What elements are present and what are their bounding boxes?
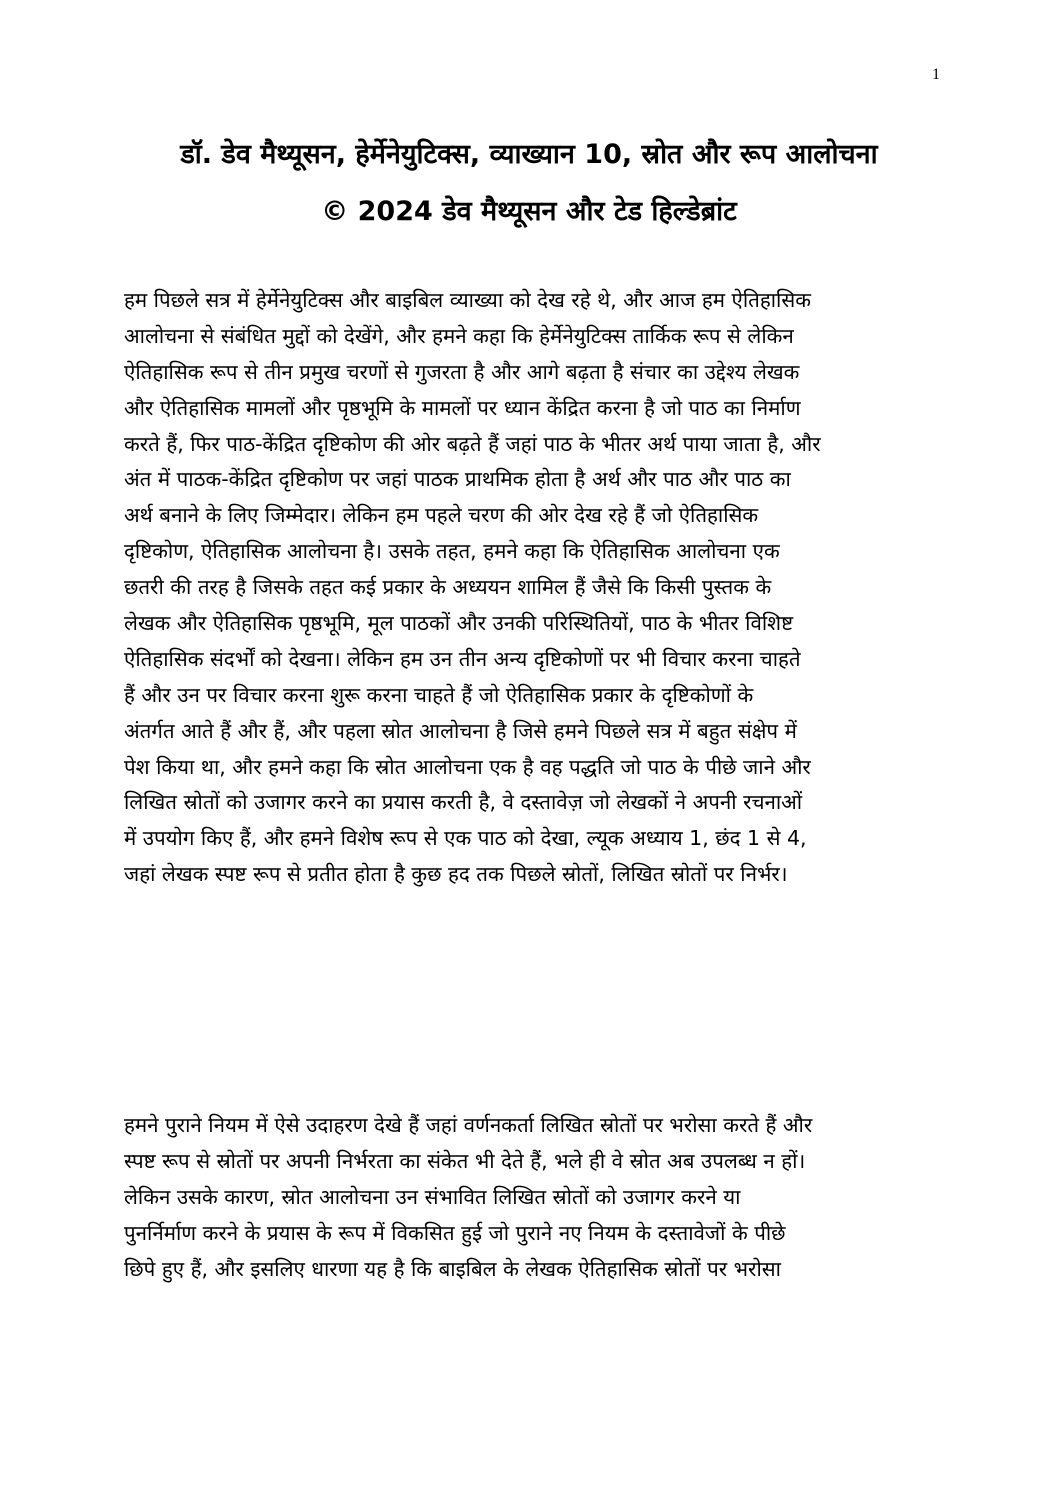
text-line: छिपे हुए हैं, और इसलिए धारणा यह है कि बाइबिल के लेखक ऐतिहासिक स्रोतों पर भरोसा xyxy=(124,1256,781,1281)
paragraph xyxy=(124,283,944,893)
text-line: जहां लेखक स्पष्ट रूप से प्रतीत होता है कुछ हद तक पिछले स्रोतों, लिखित स्रोतों पर निर्भर। xyxy=(124,862,788,887)
text-line: हमने पुराने नियम में ऐसे उदाहरण देखे हैं जहां वर्णनकर्ता लिखित स्रोतों पर भरोसा करते हैं और xyxy=(124,1113,813,1137)
paragraph xyxy=(124,1108,944,1287)
text-line: पुनर्निर्माण करने के प्रयास के रूप में विकसित हुई जो पुराने नए नियम के दस्तावेजों के पीछे xyxy=(124,1220,786,1245)
text-line: में उपयोग किए हैं, और हमने विशेष रूप से एक पाठ को देखा, ल्यूक अध्याय 1, छंद 1 से 4, xyxy=(124,826,807,851)
title-line: डॉ. डेव मैथ्यूसन, हेर्मेनेयुटिक्स, व्याख्यान 10, स्रोत और रूप आलोचना xyxy=(180,139,878,170)
text-line: लेकिन उसके कारण, स्रोत आलोचना उन संभावित लिखित स्रोतों को उजागर करने या xyxy=(124,1184,741,1209)
text-line: दृष्टिकोण, ऐतिहासिक आलोचना है। उसके तहत, हमने कहा कि ऐतिहासिक आलोचना एक xyxy=(124,539,780,564)
text-line: छतरी की तरह है जिसके तहत कई प्रकार के अध्ययन शामिल हैं जैसे कि किसी पुस्तक के xyxy=(124,575,772,600)
text-line: लेखक और ऐतिहासिक पृष्ठभूमि, मूल पाठकों और उनकी परिस्थितियों, पाठ के भीतर विशिष्ट xyxy=(124,611,794,636)
document-title xyxy=(100,126,958,240)
text-line: ऐतिहासिक संदर्भों को देखना। लेकिन हम उन तीन अन्य दृष्टिकोणों पर भी विचार करना चाहते xyxy=(124,646,801,671)
text-line: अंतर्गत आते हैं और हैं, और पहला स्रोत आलोचना है जिसे हमने पिछले सत्र में बहुत संक्षेप में xyxy=(124,718,797,743)
text-line: हम पिछले सत्र में हेर्मेनेयुटिक्स और बाइबिल व्याख्या को देख रहे थे, और आज हम ऐतिहासिक xyxy=(124,288,811,312)
text-line: हैं और उन पर विचार करना शुरू करना चाहते हैं जो ऐतिहासिक प्रकार के दृष्टिकोणों के xyxy=(124,682,754,707)
page-number: 1 xyxy=(932,66,940,83)
text-line: स्पष्ट रूप से स्रोतों पर अपनी निर्भरता का संकेत भी देते हैं, भले ही वे स्रोत अब उपलब्ध न हों। xyxy=(124,1148,806,1173)
text-line: ऐतिहासिक रूप से तीन प्रमुख चरणों से गुजरता है और आगे बढ़ता है संचार का उद्देश्य लेखक xyxy=(124,359,800,384)
text-line: अर्थ बनाने के लिए जिम्मेदार। लेकिन हम पहले चरण की ओर देख रहे हैं जो ऐतिहासिक xyxy=(124,503,759,528)
text-line: लिखित स्रोतों को उजागर करने का प्रयास करती है, वे दस्तावेज़ जो लेखकों ने अपनी रचनाओं xyxy=(124,790,803,815)
text-line: पेश किया था, और हमने कहा कि स्रोत आलोचना एक है वह पद्धति जो पाठ के पीछे जाने और xyxy=(124,754,811,779)
title-line: © 2024 डेव मैथ्यूसन और टेड हिल्डेब्रांट xyxy=(321,196,737,227)
text-line: करते हैं, फिर पाठ-केंद्रित दृष्टिकोण की ओर बढ़ते हैं जहां पाठ के भीतर अर्थ पाया जाता है, और xyxy=(124,431,821,456)
text-line: आलोचना से संबंधित मुद्दों को देखेंगे, और हमने कहा कि हेर्मेनेयुटिक्स तार्किक रूप से लेकिन xyxy=(124,323,794,348)
text-line: अंत में पाठक-केंद्रित दृष्टिकोण पर जहां पाठक प्राथमिक होता है अर्थ और पाठ और पाठ का xyxy=(124,467,791,492)
text-line: और ऐतिहासिक मामलों और पृष्ठभूमि के मामलों पर ध्यान केंद्रित करना है जो पाठ का निर्माण xyxy=(124,395,801,420)
